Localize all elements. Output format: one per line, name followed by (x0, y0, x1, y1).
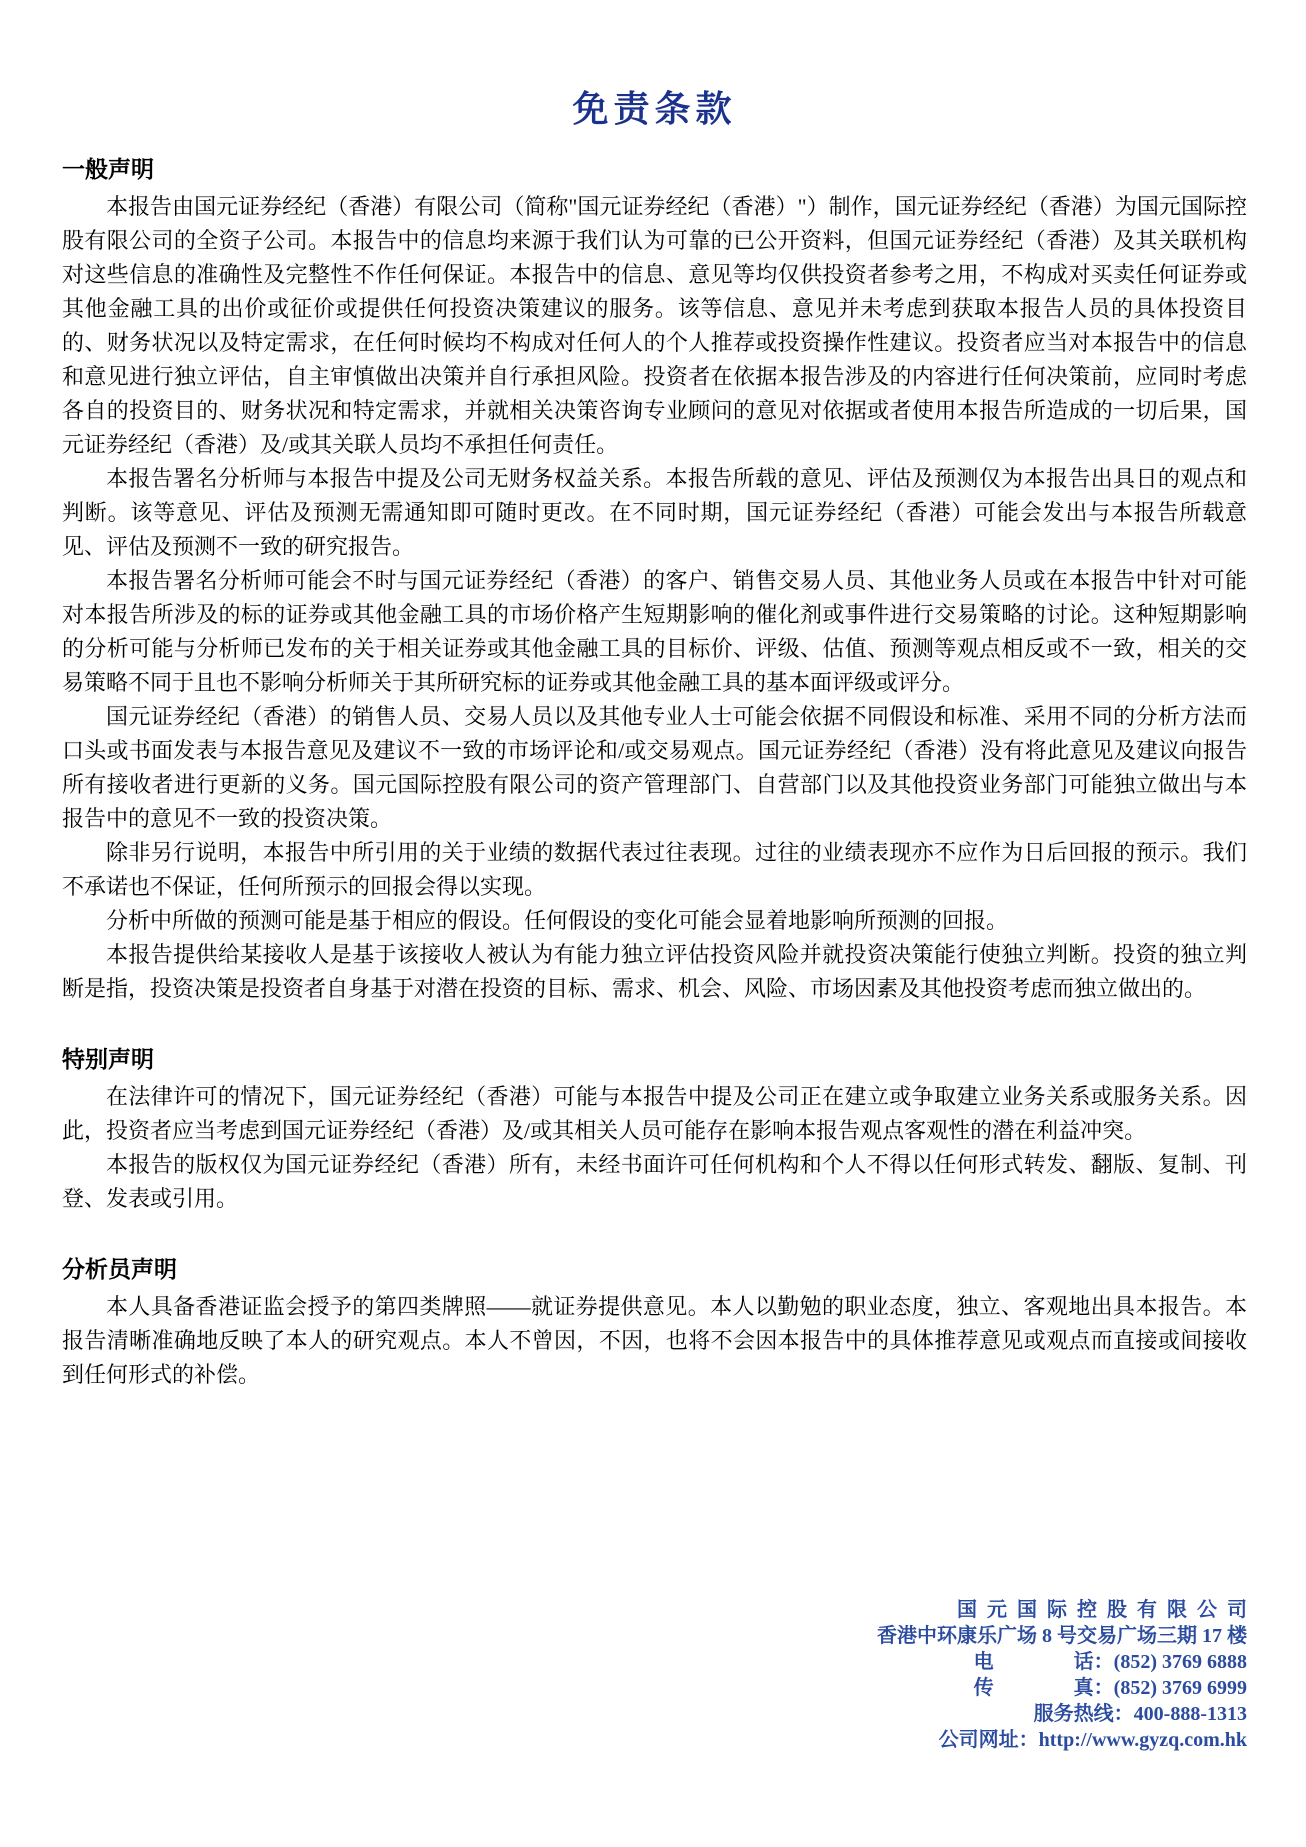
footer-website-label: 公司网址： (938, 1729, 1039, 1751)
section-special-statement (62, 1046, 1247, 1216)
footer-website-value: http://www.gyzq.com.hk (1038, 1729, 1247, 1751)
general-paragraph-7: 本报告提供给某接收人是基于该接收人被认为有能力独立评估投资风险并就投资决策能行使独立判断。投资的独立判断是指，投资决策是投资者自身基于对潜在投资的目标、需求、机会、风险、市场因素及其他投资考虑而独立做出的。 (62, 942, 1247, 1001)
footer-hotline-label: 服务热线： (1033, 1703, 1134, 1725)
footer-hotline (877, 1701, 1247, 1727)
footer-address: 香港中环康乐广场 8 号交易广场三期 17 楼 (877, 1625, 1247, 1647)
special-paragraph-1: 在法律许可的情况下，国元证券经纪（香港）可能与本报告中提及公司正在建立或争取建立业务关系或服务关系。因此，投资者应当考虑到国元证券经纪（香港）及/或其相关人员可能存在影响本报告观点客观性的潜在利益冲突。 (62, 1084, 1247, 1143)
section-general-statement (62, 156, 1247, 1006)
general-paragraph-3: 本报告署名分析师可能会不时与国元证券经纪（香港）的客户、销售交易人员、其他业务人员或在本报告中针对可能对本报告所涉及的标的证券或其他金融工具的市场价格产生短期影响的催化剂或事件进行交易策略的讨论。这种短期影响的分析可能与分析师已发布的关于相关证券或其他金融工具的目标价、评级、估值、预测等观点相反或不一致，相关的交易策略不同于且也不影响分析师关于其所研究标的证券或其他金融工具的基本面评级或评分。 (62, 568, 1247, 695)
footer-hotline-value: 400-888-1313 (1133, 1703, 1247, 1725)
analyst-paragraph-1: 本人具备香港证监会授予的第四类牌照——就证券提供意见。本人以勤勉的职业态度，独立、客观地出具本报告。本报告清晰准确地反映了本人的研究观点。本人不曾因，不因，也将不会因本报告中的具体推荐意见或观点而直接或间接收到任何形式的补偿。 (62, 1294, 1247, 1387)
footer-fax (877, 1675, 1247, 1701)
general-paragraph-2: 本报告署名分析师与本报告中提及公司无财务权益关系。本报告所载的意见、评估及预测仅为本报告出具日的观点和判断。该等意见、评估及预测无需通知即可随时更改。在不同时期，国元证券经纪（香港）可能会发出与本报告所载意见、评估及预测不一致的研究报告。 (62, 466, 1247, 559)
page-title: 免责条款 (572, 89, 737, 129)
general-paragraph-5: 除非另行说明，本报告中所引用的关于业绩的数据代表过往表现。过往的业绩表现亦不应作为日后回报的预示。我们不承诺也不保证，任何所预示的回报会得以实现。 (62, 840, 1247, 899)
general-paragraph-1: 本报告由国元证券经纪（香港）有限公司（简称"国元证券经纪（香港）"）制作，国元证券经纪（香港）为国元国际控股有限公司的全资子公司。本报告中的信息均来源于我们认为可靠的已公开资料，但国元证券经纪（香港）及其关联机构对这些信息的准确性及完整性不作任何保证。本报告中的信息、意见等均仅供投资者参考之用，不构成对买卖任何证券或其他金融工具的出价或征价或提供任何投资决策建议的服务。该等信息、意见并未考虑到获取本报告人员的具体投资目的、财务状况以及特定需求，在任何时候均不构成对任何人的个人推荐或投资操作性建议。投资者应当对本报告中的信息和意见进行独立评估，自主审慎做出决策并自行承担风险。投资者在依据本报告涉及的内容进行任何决策前，应同时考虑各自的投资目的、财务状况和特定需求，并就相关决策咨询专业顾问的意见对依据或者使用本报告所造成的一切后果，国元证券经纪（香港）及/或其关联人员均不承担任何责任。 (62, 194, 1247, 457)
footer-website (877, 1727, 1247, 1753)
general-paragraph-4: 国元证券经纪（香港）的销售人员、交易人员以及其他专业人士可能会依据不同假设和标准、采用不同的分析方法而口头或书面发表与本报告意见及建议不一致的市场评论和/或交易观点。国元证券经纪（香港）没有将此意见及建议向报告所有接收者进行更新的义务。国元国际控股有限公司的资产管理部门、自营部门以及其他投资业务部门可能独立做出与本报告中的意见不一致的投资决策。 (62, 704, 1247, 831)
footer-fax-value: (852) 3769 6999 (1113, 1677, 1247, 1699)
special-paragraph-2: 本报告的版权仅为国元证券经纪（香港）所有，未经书面许可任何机构和个人不得以任何形式转发、翻版、复制、刊登、发表或引用。 (62, 1152, 1247, 1211)
general-statement-heading: 一般声明 (62, 157, 154, 182)
footer-fax-label: 传 真： (973, 1677, 1114, 1699)
section-analyst-statement (62, 1256, 1247, 1392)
general-paragraph-6: 分析中所做的预测可能是基于相应的假设。任何假设的变化可能会显着地影响所预测的回报。 (106, 908, 1009, 933)
footer-phone-value: (852) 3769 6888 (1113, 1651, 1247, 1673)
footer-company-name: 国元国际控股有限公司 (957, 1599, 1257, 1621)
company-footer (877, 1597, 1257, 1753)
footer-phone-label: 电 话： (973, 1651, 1114, 1673)
analyst-statement-heading: 分析员声明 (62, 1257, 177, 1282)
footer-phone (877, 1649, 1247, 1675)
special-statement-heading: 特别声明 (62, 1047, 154, 1072)
